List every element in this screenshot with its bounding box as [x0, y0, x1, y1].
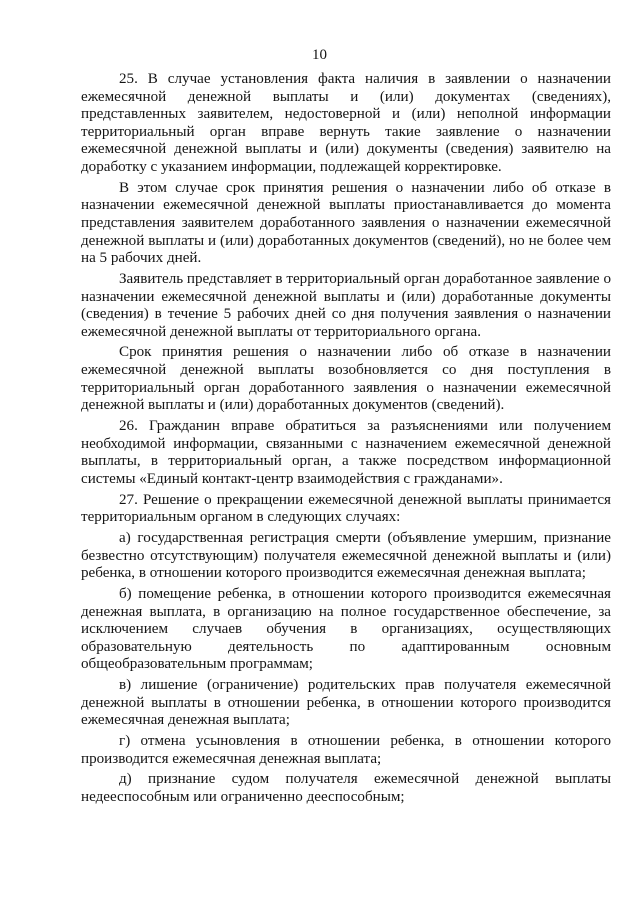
paragraph-27-item-v: в) лишение (ограничение) родительских прав получателя ежемесячной денежной выплаты в отношении ребенка, в отношении которого производится ежемесячная денежная выплата;	[81, 677, 611, 729]
paragraph-25-resumption: Срок принятия решения о назначении либо об отказе в назначении ежемесячной денежной выплаты возобновляется со дня поступления в территориальный орган доработанного заявления о назначении ежемесячной денежной выплаты и (или) доработанных документов (сведений).	[81, 344, 611, 414]
paragraph-25-resubmission: Заявитель представляет в территориальный орган доработанное заявление о назначении ежемесячной денежной выплаты и (или) доработанные документы (сведения) в течение 5 рабочих дней со дня получения заявления о назначении ежемесячной денежной выплаты от территориального органа.	[81, 270, 611, 340]
paragraph-27: 27. Решение о прекращении ежемесячной денежной выплаты принимается территориальным органом в следующих случаях:	[81, 491, 611, 526]
paragraph-25-suspension: В этом случае срок принятия решения о назначении либо об отказе в назначении ежемесячной денежной выплаты приостанавливается до момента представления заявителем доработанного заявления о назначении ежемесячной денежной выплаты и (или) доработанных документов (сведений), но не более чем на 5 рабочих дней.	[81, 179, 611, 267]
page-number: 10	[312, 47, 327, 63]
paragraph-27-item-g: г) отмена усыновления в отношении ребенка, в отношении которого производится ежемесячная денежная выплата;	[81, 733, 611, 767]
document-body	[81, 71, 611, 810]
paragraph-26: 26. Гражданин вправе обратиться за разъяснениями или получением необходимой информации, связанными с назначением ежемесячной денежной выплаты, в территориальный орган, а также посредством информационной системы «Единый контакт-центр взаимодействия с гражданами».	[81, 418, 611, 487]
paragraph-27-item-b: б) помещение ребенка, в отношении которого производится ежемесячная денежная выплата, в организацию на полное государственное обеспечение, за исключением случаев обучения в организациях, осуществляющих образовательную деятельность по адаптированным основным общеобразовательным программам;	[81, 585, 611, 673]
paragraph-27-item-d: д) признание судом получателя ежемесячной денежной выплаты недееспособным или ограниченно дееспособным;	[81, 771, 611, 806]
paragraph-27-item-a: а) государственная регистрация смерти (объявление умершим, признание безвестно отсутствующим) получателя ежемесячной денежной выплаты и (или) ребенка, в отношении которого производится ежемесячная денежная выплата;	[81, 529, 611, 582]
paragraph-25: 25. В случае установления факта наличия в заявлении о назначении ежемесячной денежной выплаты и (или) документах (сведениях), представленных заявителем, недостоверной и (или) неполной информации территориальный орган вправе вернуть такие заявление о назначении ежемесячной денежной выплаты и (или) документы (сведения) заявителю на доработку с указанием информации, подлежащей корректировке.	[81, 71, 611, 175]
